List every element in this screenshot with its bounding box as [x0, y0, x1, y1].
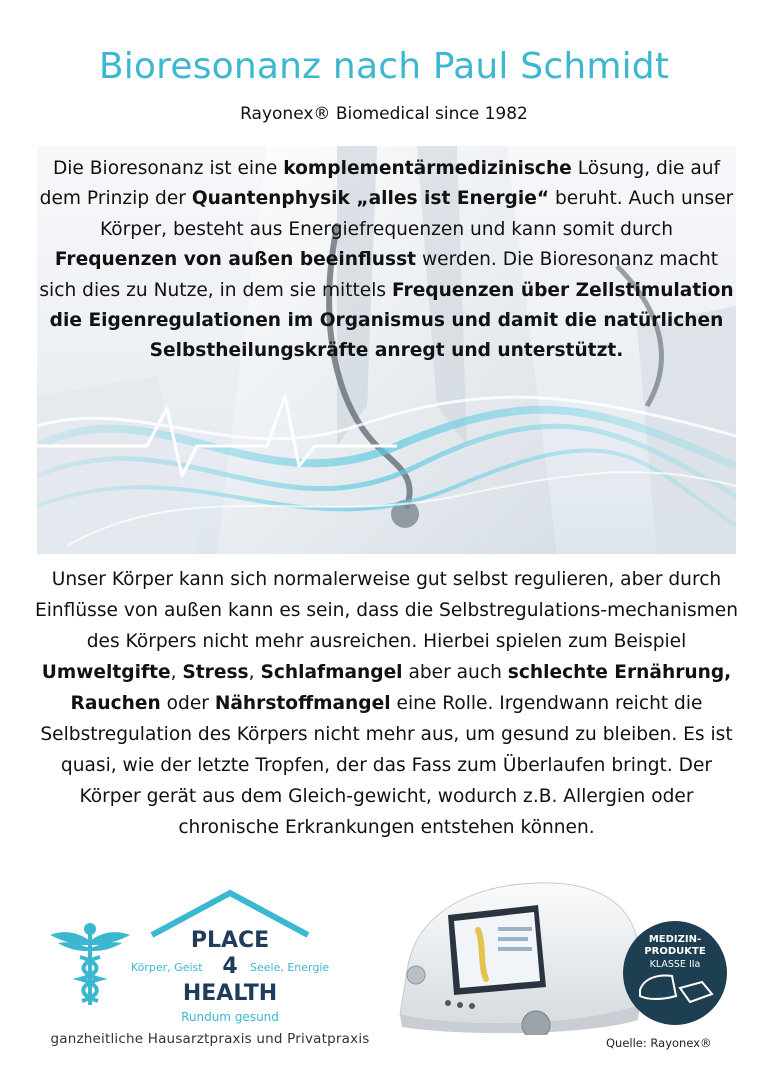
logo-slogan: Rundum gesund	[181, 1010, 279, 1024]
logo-right-words: Seele, Energie	[250, 961, 330, 974]
image-source-credit: Quelle: Rayonex®	[606, 1036, 712, 1050]
page-title: Bioresonanz nach Paul Schmidt	[98, 46, 670, 87]
hero-paragraph: Die Bioresonanz ist eine komplementärmedizinische Lösung, die auf dem Prinzip der Quantenphysik „alles ist Energie“ beruht. Auch unser Körper, besteht aus Energiefrequenzen und kann somit durch Frequenzen von außen beeinflusst werden. Die Bioresonanz macht sich dies zu Nutze, in dem sie mittels Frequenzen über Zellstimulation die Eigenregulationen im Organismus und damit die natürlichen Selbstheilungskräfte anregt und unterstützt.	[39, 158, 734, 362]
practice-tagline: ganzheitliche Hausarztpraxis und Privatpraxis	[50, 1031, 370, 1047]
logo-line-four: 4	[222, 954, 238, 979]
body-paragraph: Unser Körper kann sich normalerweise gut selbst regulieren, aber durch Einflüsse von außen kann es sein, dass die Selbstregulations-mechanismen des Körpers nicht mehr ausreichen. Hierbei spielen zum Beispiel Umweltgifte, Stress, Schlafmangel aber auch schlechte Ernährung, Rauchen oder Nährstoffmangel eine Rolle. Irgendwann reicht die Selbstregulation des Körpers nicht mehr aus, um gesund zu bleiben. Es ist quasi, wie der letzte Tropfen, der das Fass zum Überlaufen bringt. Der Körper gerät aus dem Gleich-gewicht, wodurch z.B. Allergien oder chronische Erkrankungen entstehen können.	[34, 569, 739, 838]
logo-line-place: PLACE	[190, 928, 270, 953]
hero-image-section	[37, 146, 736, 554]
logo-left-words: Körper, Geist	[131, 961, 203, 974]
badge-line-3: KLASSE IIa	[649, 959, 701, 970]
badge-line-1: MEDIZIN-	[648, 934, 702, 945]
badge-line-2: PRODUKTE	[644, 946, 706, 957]
place-4-health-logo	[40, 885, 380, 1055]
logo-line-health: HEALTH	[182, 981, 278, 1006]
bioresonance-device-image	[388, 875, 648, 1035]
caduceus-icon	[50, 923, 130, 1005]
page-subtitle: Rayonex® Biomedical since 1982	[240, 104, 528, 124]
medical-device-class-badge	[622, 920, 728, 1026]
